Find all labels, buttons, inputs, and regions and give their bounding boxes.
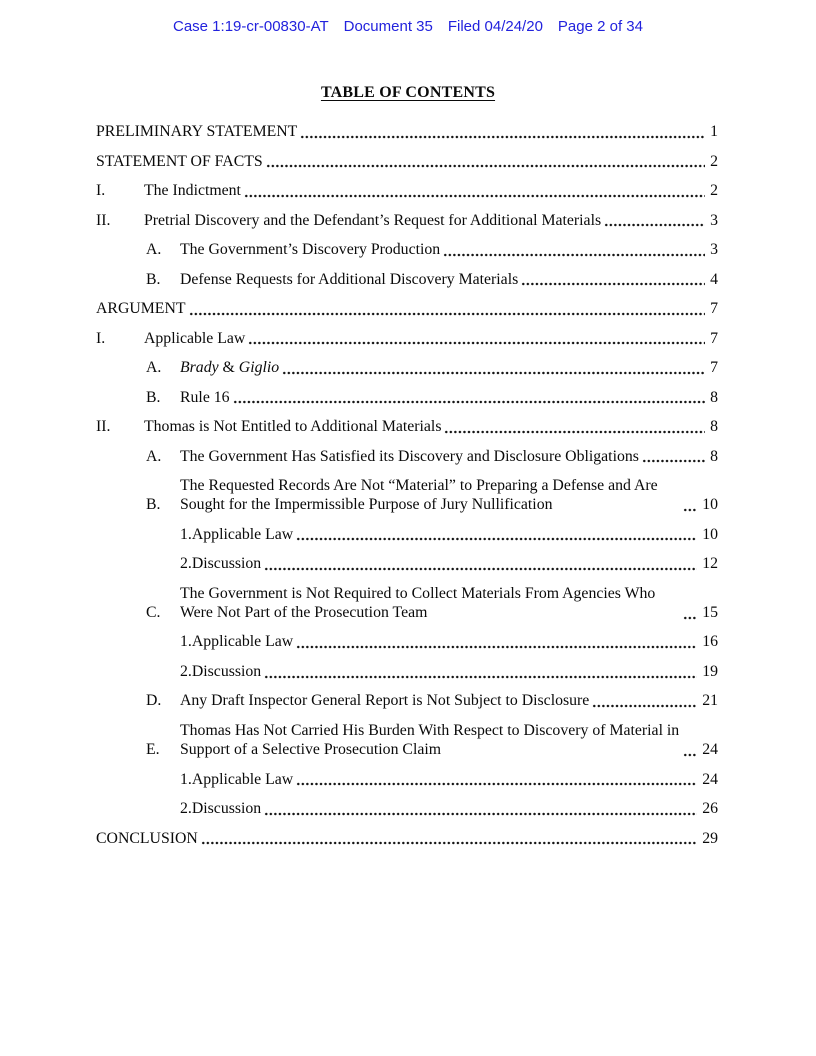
dot-leader [444,417,705,436]
dot-leader [296,525,697,544]
toc-entry [96,554,718,573]
toc-page-number: 26 [702,800,718,818]
toc-entry [96,721,718,759]
toc-entry-text: Applicable Law [191,633,294,651]
dot-leader [683,495,697,514]
dot-leader [264,662,697,681]
toc-entry-number: 2. [180,662,192,680]
toc-entry-text: The Indictment [144,182,241,199]
toc-entry [96,181,718,200]
toc-entry [96,632,718,651]
dot-leader [189,299,706,318]
toc-page-number: 7 [710,329,718,347]
toc-page-number: 1 [710,123,718,140]
toc-entry [96,329,718,348]
dot-leader [642,447,705,466]
toc-entry [96,299,718,318]
toc-entry-text: Discussion [191,800,262,818]
toc-entry-number: B. [146,270,161,288]
toc-entry-number: I. [96,182,106,199]
toc-page-number: 24 [702,770,718,788]
dot-leader [264,554,697,573]
dot-leader [296,632,697,651]
dot-leader [266,152,705,171]
dot-leader [248,329,705,348]
toc-entry-number: B. [146,496,161,514]
toc-entry [96,525,718,544]
toc-page-number: 2 [710,182,718,199]
toc-entry-number: D. [146,692,162,710]
toc-entry-text: Discussion [191,555,262,573]
toc-page-number: 15 [702,603,718,621]
dot-leader [296,770,697,789]
dot-leader [244,181,705,200]
toc-entry [96,417,718,436]
toc-entry-text: CONCLUSION [96,829,198,847]
toc-entry-text: Any Draft Inspector General Report is Not Subject to Disclosure [180,692,590,710]
toc-entry-text: Applicable Law [191,525,294,543]
toc-page-number: 8 [710,447,718,465]
toc-entry-text: Discussion [191,662,262,680]
toc-entry-text: Applicable Law [144,329,246,347]
stamp-page-info: Page 2 of 34 [557,18,643,35]
toc-entry [96,152,718,171]
toc-page-number: 8 [710,418,718,435]
toc-page-number: 7 [710,300,718,317]
page-title [0,84,816,101]
toc-entry-number: II. [96,418,111,435]
toc-entry-number: I. [96,329,106,347]
toc-page-number: 21 [702,692,718,710]
toc-entry-text: The Government Has Satisfied its Discovery and Disclosure Obligations [180,447,639,465]
toc-page-number: 3 [710,211,718,229]
dot-leader [683,740,697,759]
toc-page-number: 19 [702,662,718,680]
toc-entry [96,447,718,466]
table-of-contents [96,122,718,848]
toc-entry-text: The Government is Not Required to Collect Materials From Agencies Who Were Not Part of the Prosecution Team [180,584,656,621]
toc-entry [96,240,718,259]
toc-entry-text: Pretrial Discovery and the Defendant’s Request for Additional Materials [144,211,602,229]
toc-entry-text: ARGUMENT [96,300,186,317]
toc-entry [96,211,718,230]
toc-page-number: 3 [710,241,718,258]
toc-entry-text: Applicable Law [191,770,294,788]
toc-entry [96,770,718,789]
dot-leader [201,829,697,848]
toc-page-number: 24 [702,741,718,759]
toc-entry-text: The Government’s Discovery Production [180,241,441,258]
toc-entry [96,122,718,141]
toc-entry [96,691,718,710]
toc-entry [96,358,718,377]
toc-entry-text: PRELIMINARY STATEMENT [96,123,298,140]
toc-page-number: 16 [702,633,718,651]
toc-entry-number: B. [146,388,161,406]
dot-leader [604,211,705,230]
toc-entry [96,829,718,848]
toc-page-number: 12 [702,555,718,573]
toc-entry-number: 1. [180,770,192,788]
dot-leader [300,122,705,141]
toc-entry-number: 1. [180,633,192,651]
dot-leader [282,358,705,377]
dot-leader [233,388,706,407]
toc-entry-number: A. [146,447,162,465]
toc-entry-number: 1. [180,525,192,543]
toc-entry-number: 2. [180,800,192,818]
toc-entry-text: Brady & Giglio [180,359,280,376]
case-stamp [0,0,816,35]
toc-page-number: 4 [710,270,718,288]
stamp-case-number: Case 1:19-cr-00830-AT [173,18,329,35]
toc-entry [96,476,718,514]
dot-leader [592,691,697,710]
toc-entry-text: The Requested Records Are Not “Material” to Preparing a Defense and Are Sought for the Impermissible Purpose of Jury Nullification [180,477,658,514]
toc-entry [96,270,718,289]
toc-page-number: 10 [702,525,718,543]
toc-entry [96,388,718,407]
toc-entry-text: Thomas is Not Entitled to Additional Materials [144,418,442,435]
toc-entry-number: II. [96,211,111,229]
toc-entry [96,799,718,818]
dot-leader [264,799,697,818]
toc-page-number: 7 [710,359,718,376]
dot-leader [683,603,697,622]
toc-page-number: 10 [702,496,718,514]
toc-page-number: 8 [710,388,718,406]
toc-entry-number: A. [146,241,162,258]
toc-entry-text: Defense Requests for Additional Discovery Materials [180,270,519,288]
stamp-filed-date: Filed 04/24/20 [447,18,543,35]
toc-entry [96,662,718,681]
toc-entry-number: 2. [180,555,192,573]
dot-leader [443,240,705,259]
toc-entry-number: E. [146,741,160,759]
toc-page-number: 2 [710,152,718,170]
toc-entry [96,584,718,622]
toc-entry-number: A. [146,359,162,376]
page-title-text: TABLE OF CONTENTS [320,84,496,101]
dot-leader [521,270,705,289]
toc-page-number: 29 [702,829,718,847]
toc-entry-text: Thomas Has Not Carried His Burden With Respect to Discovery of Material in Support of a Selective Prosecution Claim [180,721,680,759]
toc-entry-number: C. [146,603,161,621]
toc-entry-text: STATEMENT OF FACTS [96,152,263,170]
stamp-document-number: Document 35 [343,18,433,35]
toc-entry-text: Rule 16 [180,388,230,406]
